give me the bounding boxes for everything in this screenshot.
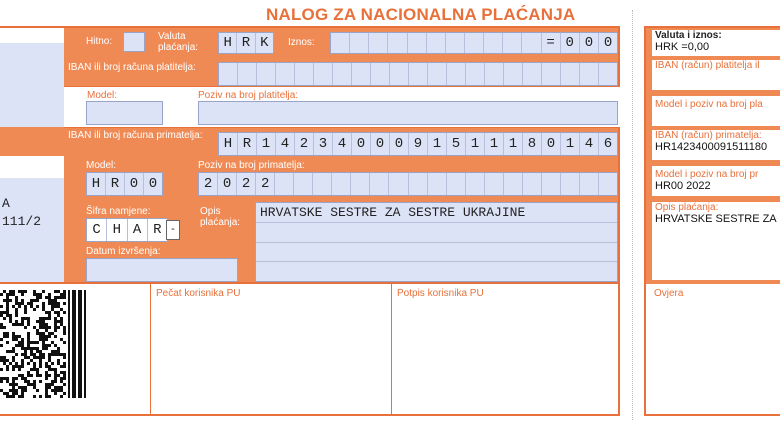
char-cell: R <box>153 222 162 238</box>
divider-2 <box>391 284 392 414</box>
char-cell <box>428 63 447 85</box>
bottom-section <box>0 284 620 416</box>
tear-line <box>632 10 633 420</box>
slip-iban-primatelja-label: IBAN (račun) primatelja: <box>655 130 762 141</box>
char-cell: 4 <box>276 133 295 155</box>
char-cell <box>542 63 561 85</box>
slip-model-primatelja-label: Model i poziv na broj pr <box>655 169 759 180</box>
slip-model-platitelja-label: Model i poziv na broj pla <box>655 99 763 110</box>
opis-value: HRVATSKE SESTRE ZA SESTRE UKRAJINE <box>260 205 526 220</box>
slip-opis-value: HRVATSKE SESTRE ZA <box>655 213 777 225</box>
char-cell: 0 <box>218 173 237 195</box>
char-cell: 0 <box>561 33 580 53</box>
char-cell <box>389 173 408 195</box>
char-cell: H <box>219 133 238 155</box>
poziv-platitelja-input[interactable] <box>198 101 618 125</box>
iban-platitelja-label: IBAN ili broj računa platitelja: <box>68 62 196 73</box>
char-cell <box>561 63 580 85</box>
potpis-label: Potpis korisnika PU <box>397 288 484 299</box>
char-cell: 0 <box>148 176 158 192</box>
char-cell: C <box>87 219 107 241</box>
barcode-image <box>0 290 88 400</box>
char-cell <box>504 173 523 195</box>
char-cell: R <box>237 33 255 53</box>
char-cell: 2 <box>237 173 256 195</box>
char-cell <box>485 173 504 195</box>
poziv-primatelja-input[interactable] <box>198 172 618 196</box>
char-cell: 8 <box>523 133 542 155</box>
char-cell <box>238 63 257 85</box>
slip-valuta-label: Valuta i iznos: <box>655 30 722 41</box>
slip-ovjera-box <box>646 284 780 414</box>
char-cell <box>219 63 238 85</box>
slip-model-primatelja-box <box>652 166 780 196</box>
char-cell: 6 <box>603 136 613 152</box>
iznos-label: Iznos: <box>288 37 315 48</box>
char-cell <box>276 63 295 85</box>
left-payer-field[interactable] <box>0 43 64 127</box>
char-cell: A <box>128 219 148 241</box>
slip-model-platitelja-box <box>652 96 780 126</box>
char-cell: H <box>107 219 127 241</box>
left-line1: A <box>2 196 10 211</box>
left-line2: 111/2 <box>2 214 42 229</box>
char-cell <box>313 173 332 195</box>
char-cell <box>257 63 276 85</box>
char-cell <box>447 63 466 85</box>
slip-iban-primatelja-value: HR1423400091511180 <box>655 141 768 153</box>
char-cell <box>523 63 542 85</box>
opis-label: Opis plaćanja: <box>200 206 241 228</box>
char-cell <box>503 33 522 53</box>
slip-iban-platitelja-box <box>652 60 780 90</box>
char-cell <box>542 173 561 195</box>
model-platitelja-label: Model: <box>87 90 118 101</box>
char-cell: 5 <box>447 133 466 155</box>
char-cell: 1 <box>504 133 523 155</box>
slip-model-primatelja-value: HR00 2022 <box>655 180 711 192</box>
char-cell <box>580 173 599 195</box>
char-cell <box>294 173 313 195</box>
char-cell <box>370 173 389 195</box>
char-cell: 0 <box>603 35 613 51</box>
char-cell: R <box>238 133 257 155</box>
char-cell <box>522 33 541 53</box>
char-cell <box>466 63 485 85</box>
char-cell <box>465 33 484 53</box>
left-top-block <box>0 28 64 43</box>
char-cell: R <box>106 173 125 195</box>
form-title: NALOG ZA NACIONALNA PLAĆANJA <box>266 5 576 24</box>
char-cell: 1 <box>257 133 276 155</box>
char-cell <box>428 173 447 195</box>
char-cell <box>332 173 351 195</box>
char-cell <box>504 63 523 85</box>
char-cell <box>409 63 428 85</box>
char-cell: 1 <box>428 133 447 155</box>
char-cell <box>371 63 390 85</box>
model-platitelja-input[interactable] <box>86 101 163 125</box>
char-cell: H <box>87 173 106 195</box>
char-cell <box>580 63 599 85</box>
char-cell: 0 <box>542 133 561 155</box>
char-cell: 4 <box>333 133 352 155</box>
char-cell <box>409 173 428 195</box>
char-cell <box>295 63 314 85</box>
left-recipient-top <box>0 156 64 178</box>
char-cell: 2 <box>256 173 275 195</box>
hitno-checkbox[interactable] <box>123 32 145 52</box>
char-cell: 3 <box>314 133 333 155</box>
char-cell <box>599 173 617 195</box>
char-cell: 2 <box>199 173 218 195</box>
char-cell <box>484 33 503 53</box>
char-cell: 1 <box>485 133 504 155</box>
sifra-label: Šifra namjene: <box>86 206 151 217</box>
char-cell <box>388 33 407 53</box>
char-cell <box>314 63 333 85</box>
char-cell: 0 <box>390 133 409 155</box>
char-cell <box>485 63 504 85</box>
char-cell <box>427 33 446 53</box>
opis-input[interactable] <box>255 202 618 282</box>
sifra-select[interactable] <box>86 218 168 242</box>
char-cell: = <box>542 33 561 53</box>
iban-primatelja-input[interactable] <box>218 132 618 156</box>
slip-iban-primatelja-box <box>652 130 780 160</box>
slip-opis-box <box>652 202 780 280</box>
valuta-label: Valuta plaćanja: <box>158 31 199 53</box>
char-cell <box>352 63 371 85</box>
model-primatelja-input[interactable] <box>86 172 163 196</box>
char-cell <box>561 173 580 195</box>
left-recipient-field[interactable] <box>0 178 64 282</box>
slip-opis-label: Opis plaćanja: <box>655 202 719 213</box>
iban-platitelja-input[interactable] <box>218 62 618 86</box>
char-cell: K <box>260 35 269 51</box>
char-cell <box>466 173 485 195</box>
hitno-label: Hitno: <box>86 36 113 47</box>
char-cell <box>446 33 465 53</box>
slip-valuta-value: HRK =0,00 <box>655 41 710 53</box>
char-cell <box>599 63 617 85</box>
char-cell <box>350 33 369 53</box>
char-cell <box>351 173 370 195</box>
iznos-input[interactable] <box>330 32 618 54</box>
char-cell: 1 <box>561 133 580 155</box>
datum-label: Datum izvršenja: <box>86 246 161 257</box>
char-cell <box>331 33 350 53</box>
char-cell: 2 <box>295 133 314 155</box>
slip-ovjera-label: Ovjera <box>654 288 684 299</box>
char-cell: 0 <box>352 133 371 155</box>
char-cell: H <box>219 33 237 53</box>
poziv-platitelja-label: Poziv na broj platitelja: <box>198 90 299 101</box>
sifra-dropdown-button[interactable]: - <box>166 220 180 240</box>
char-cell: 9 <box>409 133 428 155</box>
poziv-primatelja-label: Poziv na broj primatelja: <box>198 160 305 171</box>
char-cell <box>408 33 427 53</box>
char-cell: 0 <box>125 173 144 195</box>
char-cell <box>447 173 466 195</box>
char-cell <box>390 63 409 85</box>
datum-input[interactable] <box>86 258 238 282</box>
slip-valuta-box <box>652 30 780 56</box>
char-cell <box>369 33 388 53</box>
char-cell: 4 <box>580 133 599 155</box>
slip-iban-platitelja-label: IBAN (račun) platitelja il <box>655 60 760 71</box>
char-cell: 1 <box>466 133 485 155</box>
iban-primatelja-label: IBAN ili broj računa primatelja: <box>68 130 203 141</box>
valuta-input[interactable] <box>218 32 274 54</box>
char-cell <box>333 63 352 85</box>
char-cell <box>275 173 294 195</box>
pecat-label: Pečat korisnika PU <box>156 288 241 299</box>
char-cell <box>523 173 542 195</box>
divider-1 <box>150 284 151 414</box>
model-primatelja-label: Model: <box>86 160 117 171</box>
char-cell: 0 <box>580 33 599 53</box>
char-cell: 0 <box>371 133 390 155</box>
